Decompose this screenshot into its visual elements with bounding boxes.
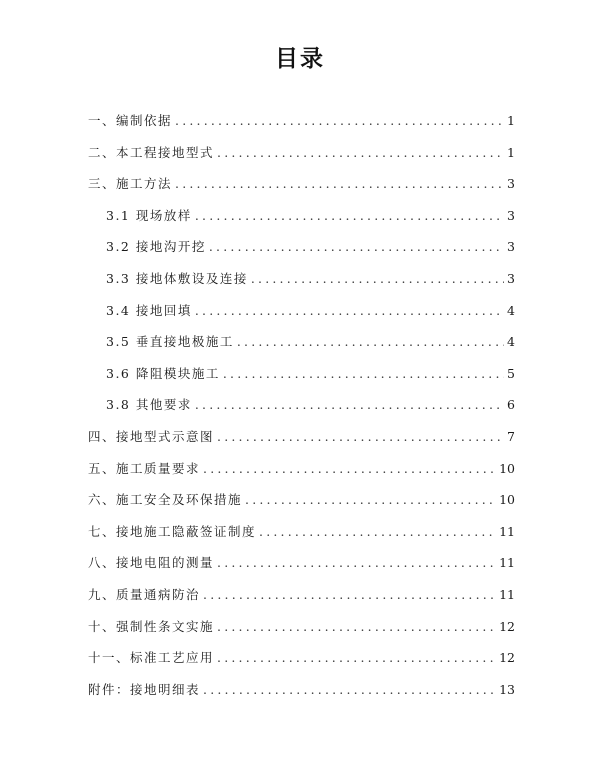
toc-entry-label: 七、接地施工隐蔽签证制度 — [88, 523, 257, 539]
toc-entry[interactable] — [88, 679, 515, 701]
toc-entry-page-number: 1 — [507, 144, 515, 160]
toc-dot-leader — [203, 679, 496, 701]
toc-entry[interactable] — [106, 300, 515, 322]
toc-dot-leader — [175, 110, 504, 132]
toc-entry[interactable] — [88, 616, 515, 638]
toc-entry-page-number: 1 — [507, 113, 515, 128]
toc-dot-leader — [217, 142, 504, 164]
toc-entry-label: 3.6 降阻模块施工 — [106, 365, 220, 381]
toc-entry[interactable] — [88, 142, 515, 164]
toc-entry-page-number: 4 — [507, 302, 515, 318]
toc-dot-leader — [223, 363, 504, 385]
toc-entry-page-number: 7 — [507, 429, 515, 444]
toc-dot-leader — [217, 647, 496, 669]
toc-dot-leader — [217, 426, 504, 448]
toc-entry-page-number: 3 — [507, 207, 515, 223]
toc-entry-label: 九、质量通病防治 — [88, 587, 201, 602]
toc-dot-leader — [251, 268, 504, 290]
toc-entry-label: 一、编制依据 — [88, 113, 173, 128]
toc-entry-page-number: 6 — [507, 397, 515, 413]
toc-dot-leader — [245, 489, 496, 511]
toc-entry[interactable] — [88, 426, 515, 448]
toc-entry-label: 二、本工程接地型式 — [88, 144, 215, 160]
toc-entry[interactable] — [88, 173, 515, 195]
toc-entry-page-number: 12 — [499, 650, 515, 666]
toc-entry[interactable] — [88, 647, 515, 669]
toc-entry[interactable] — [106, 236, 515, 258]
toc-entry[interactable] — [88, 110, 515, 132]
toc-entry-page-number: 10 — [499, 460, 515, 476]
toc-dot-leader — [195, 205, 504, 227]
toc-dot-leader — [195, 300, 504, 322]
toc-entry-page-number: 12 — [499, 618, 515, 634]
toc-entry-page-number: 3 — [507, 239, 515, 255]
toc-entry-page-number: 13 — [499, 681, 515, 697]
toc-entry-page-number: 4 — [507, 334, 515, 350]
toc-entry-label: 3.4 接地回填 — [106, 302, 192, 318]
toc-entry-page-number: 10 — [499, 492, 515, 508]
toc-dot-leader — [217, 552, 496, 574]
toc-dot-leader — [203, 458, 496, 480]
toc-entry-label: 3.8 其他要求 — [106, 397, 192, 413]
toc-dot-leader — [195, 394, 504, 416]
toc-entry-label: 四、接地型式示意图 — [88, 429, 215, 444]
toc-entry-label: 十、强制性条文实施 — [88, 618, 215, 634]
toc-entry-label: 五、施工质量要求 — [88, 460, 201, 476]
toc-entry-label: 附件：接地明细表 — [88, 681, 201, 697]
toc-dot-leader — [209, 236, 504, 258]
toc-entry[interactable] — [88, 489, 515, 511]
toc-dot-leader — [259, 521, 496, 543]
toc-entry-page-number: 5 — [507, 365, 515, 381]
toc-entry-page-number: 11 — [499, 523, 515, 539]
toc-entry-label: 3.2 接地沟开挖 — [106, 239, 206, 255]
toc-entry[interactable] — [106, 394, 515, 416]
toc-entry[interactable] — [88, 521, 515, 543]
toc-entry-page-number: 11 — [499, 555, 515, 571]
toc-entry[interactable] — [106, 363, 515, 385]
toc-entry-page-number: 3 — [507, 271, 515, 286]
toc-entry-label: 十一、标准工艺应用 — [88, 650, 215, 666]
toc-entry[interactable] — [106, 331, 515, 353]
toc-entry[interactable] — [106, 268, 515, 290]
toc-entry-label: 三、施工方法 — [88, 176, 173, 192]
toc-entry-label: 3.1 现场放样 — [106, 207, 192, 223]
toc-entry-label: 3.3 接地体敷设及连接 — [106, 271, 248, 286]
toc-dot-leader — [237, 331, 504, 353]
toc-entry-label: 3.5 垂直接地极施工 — [106, 334, 234, 350]
toc-entry[interactable] — [88, 584, 515, 606]
toc-entry-page-number: 3 — [507, 176, 515, 192]
toc-dot-leader — [203, 584, 496, 606]
toc-entry[interactable] — [88, 458, 515, 480]
toc-entry[interactable] — [88, 552, 515, 574]
toc-entry-page-number: 11 — [499, 587, 515, 602]
toc-entry-label: 六、施工安全及环保措施 — [88, 492, 243, 508]
toc-dot-leader — [217, 616, 496, 638]
toc-entry[interactable] — [106, 205, 515, 227]
page-title: 目录 — [275, 46, 325, 72]
toc-dot-leader — [175, 173, 504, 195]
toc-entry-label: 八、接地电阻的测量 — [88, 555, 215, 571]
